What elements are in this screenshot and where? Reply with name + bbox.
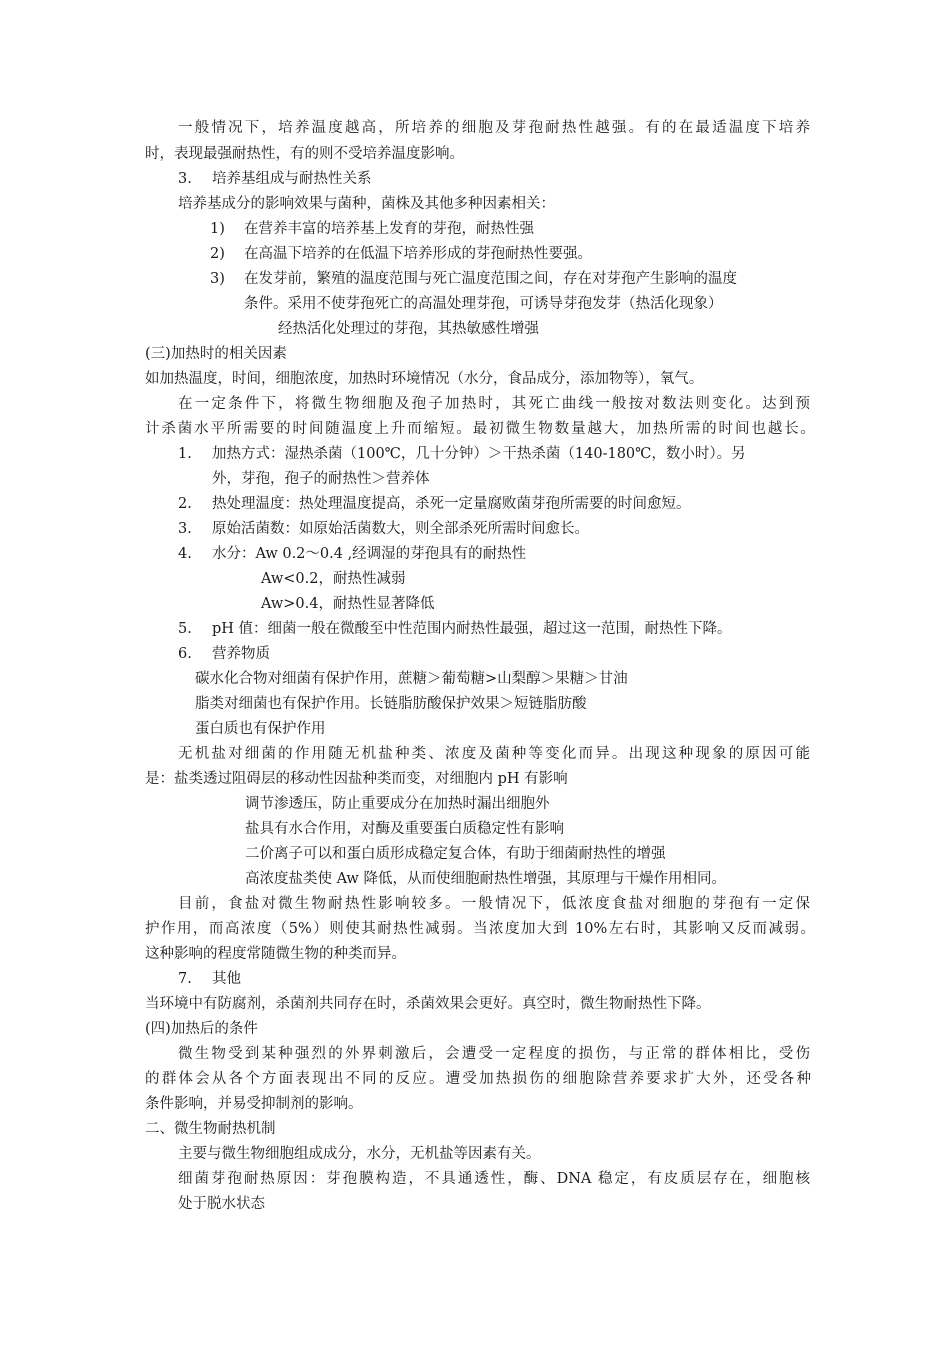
- list-item: [178, 543, 526, 565]
- text-line: 一般情况下，培养温度越高，所培养的细胞及芽孢耐热性越强。有的在最适温度下培养: [178, 120, 810, 136]
- text-line: 的群体会从各个方面表现出不同的反应。遭受加热损伤的细胞除营养要求扩大外，还受各种: [145, 1071, 811, 1087]
- list-item: [178, 518, 589, 540]
- section-heading: (三)加热时的相关因素: [145, 346, 287, 362]
- list-number: 1.: [178, 446, 192, 462]
- text-line: 细菌芽孢耐热原因：芽孢膜构造，不具通透性，酶、DNA 稳定，有皮质层存在，细胞核: [178, 1171, 810, 1187]
- list-number: 3.: [178, 521, 192, 537]
- list-number: 1): [210, 221, 225, 237]
- list-number: 6.: [178, 646, 192, 662]
- list-number: 7.: [178, 971, 192, 987]
- list-number: 2.: [178, 496, 192, 512]
- list-item-heading: [178, 168, 372, 190]
- list-item: [178, 618, 732, 640]
- section-heading: (四)加热后的条件: [145, 1021, 258, 1037]
- list-text: 热处理温度：热处理温度提高，杀死一定量腐败菌芽孢所需要的时间愈短。: [212, 496, 691, 512]
- text-line: 经热活化处理过的芽孢，其热敏感性增强: [278, 321, 539, 337]
- list-text: 原始活菌数：如原始活菌数大，则全部杀死所需时间愈长。: [212, 521, 589, 537]
- heading-text: 培养基组成与耐热性关系: [212, 171, 372, 187]
- list-text: 在高温下培养的在低温下培养形成的芽孢耐热性要强。: [244, 246, 592, 262]
- list-item: [210, 243, 592, 265]
- list-number: 2): [210, 246, 225, 262]
- list-item: [178, 968, 241, 990]
- text-line: 是：盐类透过阻碍层的移动性因盐种类而变，对细胞内 pH 有影响: [145, 771, 568, 787]
- text-line: 计杀菌水平所需要的时间随温度上升而缩短。最初微生物数量越大，加热所需的时间也越长。: [145, 421, 815, 437]
- list-text: 营养物质: [212, 646, 270, 662]
- section-heading: 二、微生物耐热机制: [145, 1121, 276, 1137]
- text-line: 碳水化合物对细菌有保护作用，蔗糖＞葡萄糖>山梨醇＞果糖＞甘油: [195, 671, 628, 687]
- text-line: 条件影响，并易受抑制剂的影响。: [145, 1096, 363, 1112]
- text-line: Aw>0.4，耐热性显著降低: [261, 596, 435, 612]
- text-line: 脂类对细菌也有保护作用。长链脂肪酸保护效果＞短链脂肪酸: [195, 696, 587, 712]
- text-line: 目前，食盐对微生物耐热性影响较多。一般情况下，低浓度食盐对细胞的芽孢有一定保: [178, 896, 810, 912]
- text-line: 蛋白质也有保护作用: [195, 721, 326, 737]
- list-item: [178, 643, 270, 665]
- list-text: 在营养丰富的培养基上发育的芽孢，耐热性强: [244, 221, 534, 237]
- text-line: 微生物受到某种强烈的外界刺激后，会遭受一定程度的损伤，与正常的群体相比，受伤: [178, 1046, 810, 1062]
- list-text: 在发芽前，繁殖的温度范围与死亡温度范围之间，存在对芽孢产生影响的温度: [244, 271, 737, 287]
- text-line: 这种影响的程度常随微生物的种类而异。: [145, 946, 406, 962]
- text-line: 外，芽孢，孢子的耐热性＞营养体: [212, 471, 430, 487]
- list-item: [210, 268, 737, 290]
- list-number: 5.: [178, 621, 192, 637]
- text-line: Aw<0.2，耐热性减弱: [261, 571, 406, 587]
- text-line: 在一定条件下，将微生物细胞及孢子加热时，其死亡曲线一般按对数法则变化。达到预: [178, 396, 810, 412]
- text-line: 护作用，而高浓度（5%）则使其耐热性减弱。当浓度加大到 10%左右时，其影响又反而减弱。: [145, 921, 815, 937]
- list-text: 水分：Aw 0.2～0.4 ,经调湿的芽孢具有的耐热性: [212, 546, 527, 562]
- list-number: 3.: [178, 171, 192, 187]
- list-number: 4.: [178, 546, 192, 562]
- text-line: 如加热温度，时间，细胞浓度，加热时环境情况（水分，食品成分，添加物等），氧气。: [145, 371, 704, 387]
- text-line: 无机盐对细菌的作用随无机盐种类、浓度及菌种等变化而异。出现这种现象的原因可能: [178, 746, 810, 762]
- list-item: [178, 493, 691, 515]
- list-text: 其他: [212, 971, 241, 987]
- list-text: 加热方式：湿热杀菌（100℃，几十分钟）＞干热杀菌（140-180℃，数小时）。另: [212, 446, 746, 462]
- text-line: 当环境中有防腐剂，杀菌剂共同存在时，杀菌效果会更好。真空时，微生物耐热性下降。: [145, 996, 711, 1012]
- text-line: 培养基成分的影响效果与菌种，菌株及其他多种因素相关：: [178, 196, 555, 212]
- text-line: 二价离子可以和蛋白质形成稳定复合体，有助于细菌耐热性的增强: [245, 846, 666, 862]
- list-item: [210, 218, 534, 240]
- list-item: [178, 443, 746, 465]
- list-number: 3): [210, 271, 225, 287]
- text-line: 主要与微生物细胞组成成分，水分，无机盐等因素有关。: [178, 1146, 541, 1162]
- text-line: 时，表现最强耐热性，有的则不受培养温度影响。: [145, 146, 464, 162]
- list-text: pH 值：细菌一般在微酸至中性范围内耐热性最强，超过这一范围，耐热性下降。: [212, 621, 732, 637]
- text-line: 处于脱水状态: [178, 1196, 265, 1212]
- text-line: 条件。采用不使芽孢死亡的高温处理芽孢，可诱导芽孢发芽（热活化现象）: [244, 296, 723, 312]
- text-line: 调节渗透压，防止重要成分在加热时漏出细胞外: [245, 796, 550, 812]
- text-line: 高浓度盐类使 Aw 降低，从而使细胞耐热性增强，其原理与干燥作用相同。: [245, 871, 726, 887]
- text-line: 盐具有水合作用，对酶及重要蛋白质稳定性有影响: [245, 821, 564, 837]
